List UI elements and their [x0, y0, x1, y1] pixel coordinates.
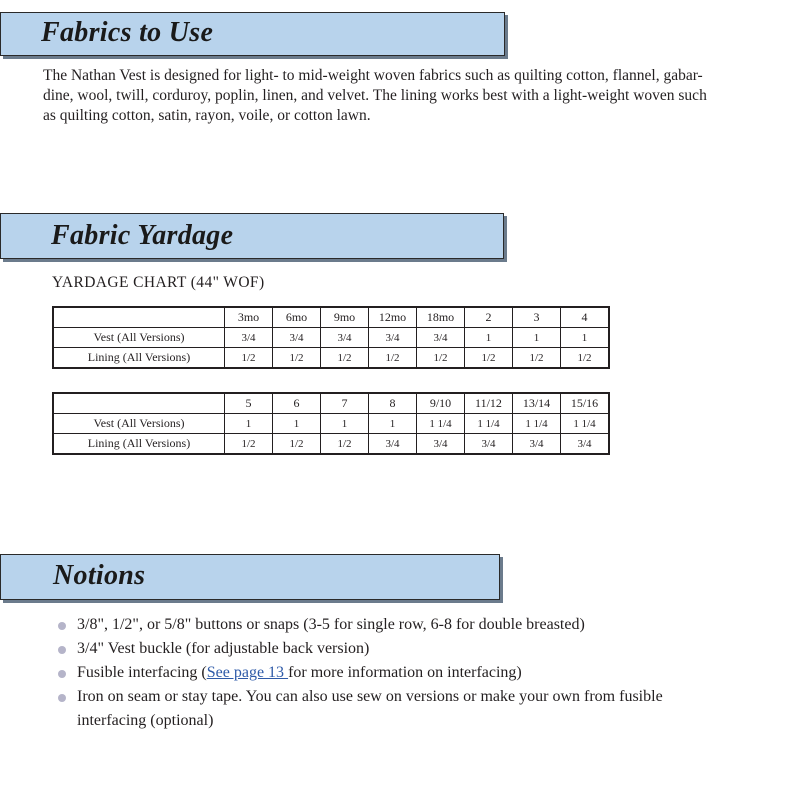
list-item [55, 661, 755, 685]
fabrics-to-use-heading: Fabrics to Use [41, 17, 214, 48]
size-header: 2 [465, 307, 513, 328]
yardage-table-small-sizes [52, 306, 610, 369]
header-blank-cell [53, 393, 225, 414]
table-cell: 1 [465, 328, 513, 348]
size-header: 7 [321, 393, 369, 414]
fabric-yardage-banner [0, 213, 504, 259]
see-page-13-link[interactable]: See page 13 [206, 664, 289, 681]
size-header: 9mo [321, 307, 369, 328]
size-header: 15/16 [561, 393, 610, 414]
table-row [53, 434, 609, 455]
table-cell: 1/2 [273, 348, 321, 369]
table-cell: 1/2 [465, 348, 513, 369]
fabrics-to-use-banner [0, 12, 505, 56]
table-cell: 3/4 [273, 328, 321, 348]
table-cell: 1 1/4 [465, 414, 513, 434]
table-cell: 3/4 [321, 328, 369, 348]
size-header: 4 [561, 307, 610, 328]
table-cell: 3/4 [417, 328, 465, 348]
table-header-row [53, 307, 609, 328]
table-cell: 1 [273, 414, 321, 434]
row-label: Vest (All Versions) [53, 328, 225, 348]
fabrics-description-line: The Nathan Vest is designed for light- to mid-weight woven fabrics such as quilting cotton, flannel, gabar- [43, 67, 703, 84]
table-cell: 1 [321, 414, 369, 434]
list-item [55, 637, 755, 661]
table-cell: 3/4 [225, 328, 273, 348]
size-header: 6 [273, 393, 321, 414]
size-header: 3mo [225, 307, 273, 328]
size-header: 18mo [417, 307, 465, 328]
table-cell: 3/4 [561, 434, 610, 455]
table-cell: 1/2 [225, 434, 273, 455]
notion-text: 3/8", 1/2", or 5/8" buttons or snaps (3-5 for single row, 6-8 for double breasted) [77, 616, 585, 633]
table-row [53, 328, 609, 348]
row-label: Vest (All Versions) [53, 414, 225, 434]
bullet-icon [58, 694, 66, 702]
table-cell: 1/2 [561, 348, 610, 369]
table-cell: 1/2 [513, 348, 561, 369]
notions-banner [0, 554, 500, 600]
table-cell: 1 1/4 [513, 414, 561, 434]
table-cell: 1 1/4 [417, 414, 465, 434]
size-header: 13/14 [513, 393, 561, 414]
table-cell: 1/2 [369, 348, 417, 369]
table-cell: 1 [561, 328, 610, 348]
size-header: 5 [225, 393, 273, 414]
table-cell: 3/4 [369, 434, 417, 455]
table-row [53, 414, 609, 434]
table-cell: 3/4 [417, 434, 465, 455]
size-header: 9/10 [417, 393, 465, 414]
fabrics-description-line: as quilting cotton, satin, rayon, voile, or cotton lawn. [43, 107, 371, 124]
fabrics-description [43, 66, 773, 126]
list-item [55, 685, 755, 733]
bullet-icon [58, 670, 66, 678]
notions-heading: Notions [53, 560, 146, 591]
notion-text-after: for more information on interfacing) [288, 664, 522, 681]
fabrics-description-line: dine, wool, twill, corduroy, poplin, linen, and velvet. The lining works best with a light-weight woven such [43, 87, 707, 104]
bullet-icon [58, 622, 66, 630]
notions-list [55, 613, 755, 733]
size-header: 12mo [369, 307, 417, 328]
fabric-yardage-heading: Fabric Yardage [51, 220, 234, 251]
table-cell: 3/4 [513, 434, 561, 455]
table-header-row [53, 393, 609, 414]
table-cell: 1 [225, 414, 273, 434]
size-header: 3 [513, 307, 561, 328]
table-cell: 1 1/4 [561, 414, 610, 434]
notion-text-continued: interfacing (optional) [77, 712, 214, 729]
notion-text: 3/4" Vest buckle (for adjustable back version) [77, 640, 370, 657]
row-label: Lining (All Versions) [53, 348, 225, 369]
header-blank-cell [53, 307, 225, 328]
table-cell: 1/2 [417, 348, 465, 369]
table-cell: 1/2 [321, 348, 369, 369]
table-cell: 1 [369, 414, 417, 434]
notion-text: Iron on seam or stay tape. You can also use sew on versions or make your own from fusible [77, 688, 663, 705]
yardage-chart-title: YARDAGE CHART (44" WOF) [52, 274, 265, 291]
size-header: 6mo [273, 307, 321, 328]
table-cell: 3/4 [369, 328, 417, 348]
table-cell: 1/2 [321, 434, 369, 455]
list-item [55, 613, 755, 637]
table-row [53, 348, 609, 369]
table-cell: 1/2 [273, 434, 321, 455]
table-cell: 1/2 [225, 348, 273, 369]
yardage-table-large-sizes [52, 392, 610, 455]
table-cell: 1 [513, 328, 561, 348]
bullet-icon [58, 646, 66, 654]
row-label: Lining (All Versions) [53, 434, 225, 455]
notion-text-before: Fusible interfacing ( [77, 664, 207, 681]
size-header: 8 [369, 393, 417, 414]
table-cell: 3/4 [465, 434, 513, 455]
size-header: 11/12 [465, 393, 513, 414]
